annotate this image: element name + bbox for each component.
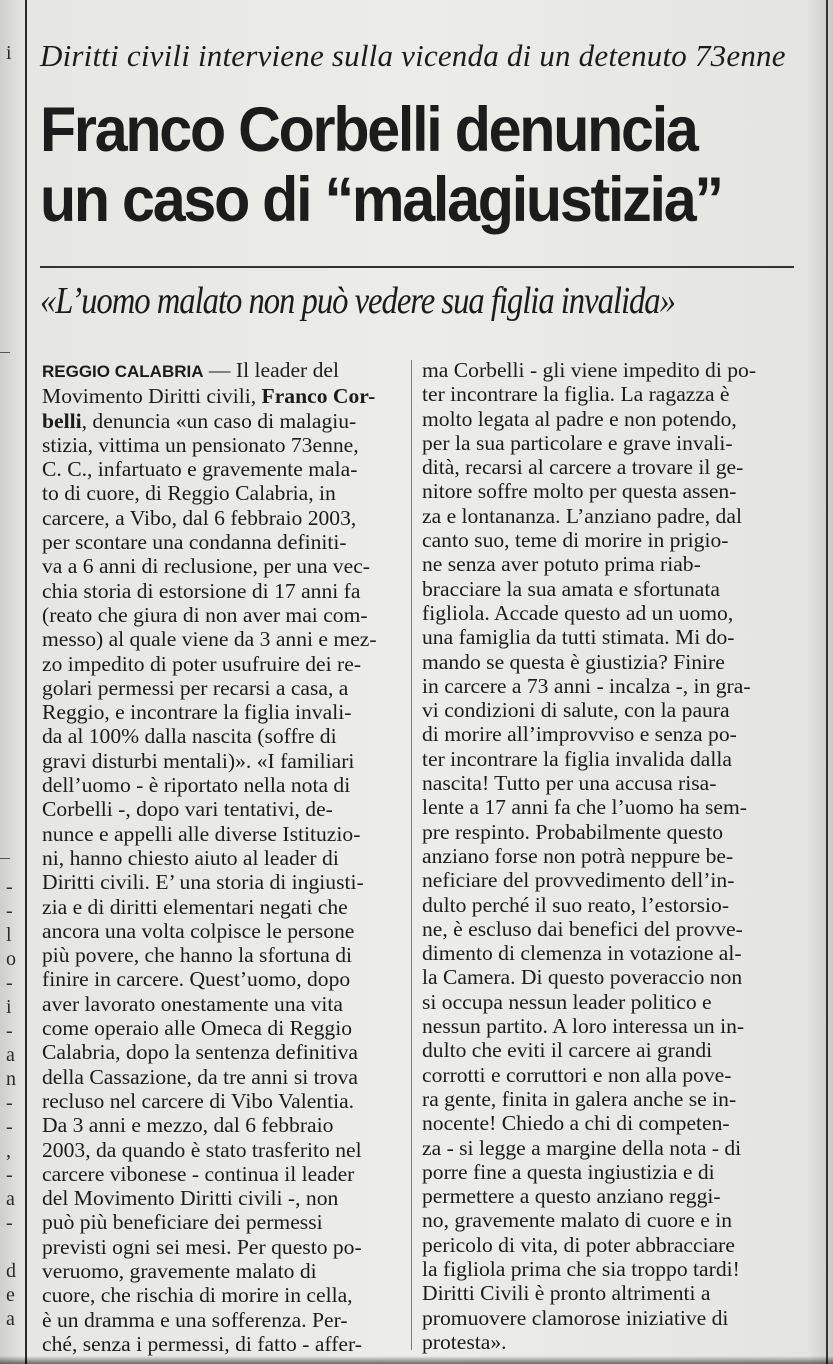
body-line: neficiare del provvedimento dell’in-: [422, 868, 735, 893]
body-line: carcere vibonese - continua il leader: [42, 1161, 355, 1186]
body-line: Calabria, dopo la sentenza definitiva: [42, 1040, 358, 1065]
previous-column-fragment: -: [6, 1020, 13, 1042]
body-text: Movimento Diritti civili,: [42, 384, 262, 409]
body-line: za e lontananza. L’anziano padre, dal: [422, 503, 742, 528]
previous-column-fragment: e: [6, 1284, 15, 1306]
body-line: [42, 358, 404, 384]
body-text: — Il leader del: [203, 358, 339, 382]
body-line: finire in carcere. Quest’uomo, dopo: [42, 967, 351, 992]
body-line: porre fine a questa ingiustizia e di: [422, 1159, 715, 1184]
body-line: la Camera. Di questo poveraccio non: [422, 965, 743, 990]
body-line: una famiglia da tutti stimata. Mi do-: [422, 625, 735, 650]
previous-column-fragment: -: [6, 876, 13, 898]
previous-column-fragment: a: [6, 1308, 15, 1330]
person-name: belli: [42, 408, 82, 433]
previous-column-rule: [0, 352, 10, 353]
body-line: anziano forse non potrà neppure be-: [422, 843, 734, 868]
body-line: [42, 409, 404, 433]
body-line: permettere a questo anziano reggi-: [422, 1184, 721, 1209]
body-line: molto legata al padre e non potendo,: [422, 406, 737, 431]
body-line: pericolo di vita, di poter abbracciare: [422, 1232, 735, 1257]
dateline: REGGIO CALABRIA: [42, 362, 204, 381]
body-line: Reggio, e incontrare la figlia invali-: [42, 700, 352, 725]
previous-column-fragment: -: [6, 900, 13, 922]
body-line: per la sua particolare e grave invali-: [422, 430, 733, 455]
body-line: dulto che eviti il carcere ai grandi: [422, 1038, 713, 1063]
previous-column-fragment: ,: [6, 1140, 11, 1162]
subhead-rule: [40, 266, 794, 268]
column-divider: [411, 360, 412, 1350]
body-line: lente a 17 anni fa che l’uomo ha sem-: [422, 795, 747, 820]
column-rule-right: [826, 0, 828, 1364]
person-name: Franco Cor-: [261, 384, 376, 409]
body-line: della Cassazione, da tre anni si trova: [42, 1064, 358, 1089]
body-line: corrotti e corruttori e non alla pove-: [422, 1062, 732, 1087]
body-line: Da 3 anni e mezzo, dal 6 febbraio: [42, 1113, 334, 1138]
body-line: dimento di clemenza in votazione al-: [422, 941, 742, 966]
body-line: messo) al quale viene da 3 anni e mez-: [42, 627, 377, 652]
body-line: nascita! Tutto per una accusa risa-: [422, 771, 717, 796]
body-line: ter incontrare la figlia. La ragazza è: [422, 382, 730, 407]
previous-column-fragment: a: [6, 1044, 15, 1066]
body-line: di morire all’improvviso e senza po-: [422, 722, 737, 747]
previous-column-fragment: i: [6, 42, 12, 64]
previous-column-fragments: [0, 0, 22, 1364]
previous-column-fragment: -: [6, 972, 13, 994]
body-line: è un dramma e una sofferenza. Per-: [42, 1307, 348, 1332]
article-column-1: [42, 358, 404, 1356]
body-line: dità, recarsi al carcere a trovare il ge-: [422, 455, 744, 480]
body-line: nunce e appelli alle diverse Istituzio-: [42, 821, 361, 846]
body-line: zia e di diritti elementari negati che: [42, 894, 348, 919]
body-line: carcere, a Vibo, dal 6 febbraio 2003,: [42, 505, 357, 530]
column-1-lines: [42, 433, 404, 1356]
scan-bottom-edge: [0, 1356, 833, 1364]
body-line: può più beneficiare dei permessi: [42, 1210, 323, 1235]
body-line: va a 6 anni di reclusione, per una vec-: [42, 554, 370, 579]
body-line: aver lavorato onestamente una vita: [42, 991, 343, 1016]
body-line: mando se questa è giustizia? Finire: [422, 649, 725, 674]
previous-column-rule: [0, 858, 10, 859]
body-line: golari permessi per recarsi a casa, a: [42, 675, 349, 700]
body-line: C. C., infartuato e gravemente mala-: [42, 457, 358, 482]
article-column-2: [422, 358, 794, 1354]
body-line: bracciare la sua amata e sfortunata: [422, 576, 720, 601]
previous-column-fragment: -: [6, 1212, 13, 1234]
body-line: protesta».: [422, 1329, 507, 1354]
body-line: Diritti civili. E’ una storia di ingiusti-: [42, 870, 364, 895]
body-line: in carcere a 73 anni - incalza -, in gra-: [422, 673, 751, 698]
article-headline: [40, 95, 773, 235]
body-line: (reato che giura di non aver mai com-: [42, 602, 368, 627]
body-line: 2003, da quando è stato trasferito nel: [42, 1137, 362, 1162]
body-line: dulto perché il suo reato, l’estorsio-: [422, 892, 730, 917]
body-line: ancora una volta colpisce le persone: [42, 918, 355, 943]
previous-column-fragment: d: [6, 1260, 16, 1282]
body-line: Corbelli -, dopo vari tentativi, de-: [42, 797, 333, 822]
article-subhead: «L’uomo malato non può vedere sua figlia invalida»: [40, 280, 675, 322]
body-line: per scontare una condanna definiti-: [42, 530, 347, 555]
previous-column-fragment: i: [6, 996, 12, 1018]
body-line: Diritti Civili è pronto altrimenti a: [422, 1281, 711, 1306]
body-line: zo impedito di poter usufruire dei re-: [42, 651, 362, 676]
body-line: nessun partito. A loro interessa un in-: [422, 1014, 745, 1039]
article-kicker: Diritti civili interviene sulla vicenda di un detenuto 73enne: [40, 38, 786, 73]
body-line: la figliola prima che sia troppo tardi!: [422, 1256, 740, 1281]
body-line: cuore, che rischia di morire in cella,: [42, 1283, 353, 1308]
body-line: no, gravemente malato di cuore e in: [422, 1208, 732, 1233]
body-line: dell’uomo - è riportato nella nota di: [42, 773, 351, 798]
previous-column-fragment: o: [6, 948, 16, 970]
body-line: nocente! Chiedo a chi di competen-: [422, 1111, 730, 1136]
previous-column-fragment: -: [6, 1116, 13, 1138]
body-line: [42, 384, 404, 408]
body-line: ne, è escluso dai benefici del provve-: [422, 916, 743, 941]
body-line: recluso nel carcere di Vibo Valentia.: [42, 1088, 355, 1113]
previous-column-fragment: a: [6, 1188, 15, 1210]
body-line: to di cuore, di Reggio Calabria, in: [42, 481, 336, 506]
body-line: previsti ogni sei mesi. Per questo po-: [42, 1234, 362, 1259]
body-line: ne senza aver potuto prima riab-: [422, 552, 701, 577]
previous-column-fragment: -: [6, 1164, 13, 1186]
previous-column-fragment: n: [6, 1068, 16, 1090]
body-text: , denuncia «un caso di malagiu-: [81, 408, 357, 433]
body-line: ni, hanno chiesto aiuto al leader di: [42, 845, 339, 870]
body-line: da al 100% dalla nascita (soffre di: [42, 724, 337, 749]
body-line: più povere, che hanno la sfortuna di: [42, 943, 353, 968]
body-line: stizia, vittima un pensionato 73enne,: [42, 432, 359, 457]
body-line: si occupa nessun leader politico e: [422, 989, 712, 1014]
column-rule-left: [25, 0, 27, 1364]
previous-column-fragment: -: [6, 1092, 13, 1114]
body-line: ché, senza i permessi, di fatto - affer-: [42, 1331, 362, 1356]
headline-line-1: Franco Corbelli denuncia: [40, 95, 697, 165]
body-line: chia storia di estorsione di 17 anni fa: [42, 578, 361, 603]
body-line: figliola. Accade questo ad un uomo,: [422, 600, 734, 625]
column-2-lines: [422, 358, 794, 1354]
body-line: del Movimento Diritti civili -, non: [42, 1186, 339, 1211]
headline-line-2: un caso di “malagiustizia”: [40, 165, 722, 235]
body-line: ra gente, finita in galera anche se in-: [422, 1086, 737, 1111]
body-line: nitore soffre molto per questa assen-: [422, 479, 737, 504]
body-line: vi condizioni di salute, con la paura: [422, 698, 730, 723]
previous-column-fragment: l: [6, 924, 12, 946]
body-line: gravi disturbi mentali)». «I familiari: [42, 748, 355, 773]
body-line: za - si legge a margine della nota - di: [422, 1135, 742, 1160]
body-line: veruomo, gravemente malato di: [42, 1258, 317, 1283]
body-line: come operaio alle Omeca di Reggio: [42, 1016, 352, 1041]
body-line: pre respinto. Probabilmente questo: [422, 819, 724, 844]
body-line: ter incontrare la figlia invalida dalla: [422, 746, 732, 771]
body-line: canto suo, teme di morire in prigio-: [422, 528, 729, 553]
body-line: ma Corbelli - gli viene impedito di po-: [422, 358, 757, 382]
body-line: promuovere clamorose iniziative di: [422, 1305, 729, 1330]
